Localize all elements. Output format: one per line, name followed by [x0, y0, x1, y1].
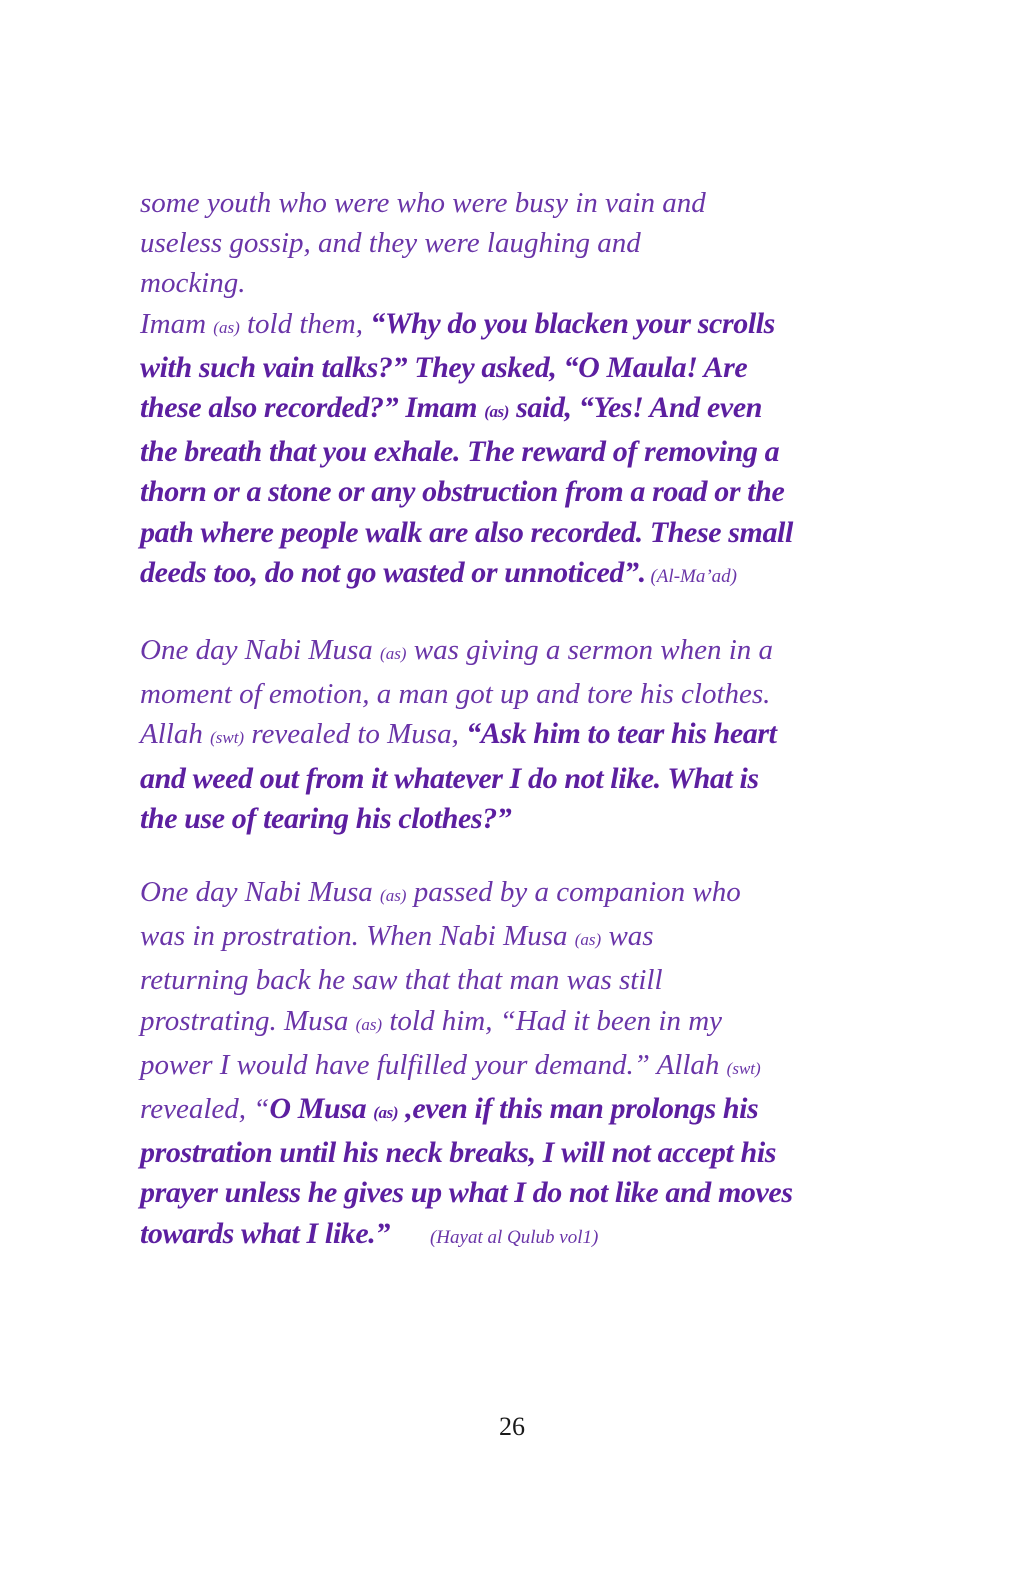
paragraph-2 [140, 630, 860, 839]
honorific: (as) [355, 1014, 383, 1034]
text-line: moment of emotion, a man got up and tore his clothes. [140, 678, 771, 711]
text-line [140, 553, 860, 597]
text-line [140, 1214, 860, 1258]
text-line [140, 1089, 860, 1133]
page-number: 26 [499, 1412, 525, 1441]
quote-text: O Musa [269, 1092, 374, 1126]
quote-line: and weed out from it whatever I do not like. What is [140, 761, 759, 795]
quote-line: thorn or a stone or any obstruction from a road or the [140, 475, 785, 509]
honorific: (as) [213, 317, 240, 337]
citation: (Hayat al Qulub vol1) [429, 1226, 599, 1248]
honorific: (as) [373, 1103, 399, 1123]
text-span: One day Nabi Musa [140, 876, 381, 909]
quote-line: the breath that you exhale. The reward of removing a [140, 435, 780, 469]
text-line [140, 916, 860, 960]
paragraph-1 [140, 183, 860, 597]
text-line [140, 872, 860, 916]
honorific: (as) [574, 930, 602, 950]
page-body [140, 183, 860, 1258]
text-line [140, 1045, 860, 1089]
text-line: some youth who were who were busy in vain and [140, 187, 706, 219]
text-span: told them, [239, 307, 371, 340]
text-span: was giving a sermon when in a [406, 634, 774, 667]
text-span: prostrating. Musa [140, 1004, 356, 1037]
paragraph-spacer [140, 839, 860, 872]
text-line [140, 714, 860, 758]
text-span: said, “Yes! And even [509, 391, 763, 425]
quote-text: towards what I like.” [140, 1216, 390, 1250]
citation: (Al-Ma’ad) [645, 565, 738, 587]
text-span: power I would have fulfilled your demand.” Allah [140, 1048, 727, 1081]
text-span: was in prostration. When Nabi Musa [140, 920, 575, 953]
honorific: (as) [380, 886, 407, 906]
text-span: told him, “Had it been in my [382, 1004, 723, 1037]
honorific: (as) [380, 644, 407, 664]
quote-line: the use of tearing his clothes?” [140, 801, 512, 835]
text-line: returning back he saw that that man was still [140, 964, 663, 997]
text-line [140, 1001, 860, 1045]
text-span: these also recorded?” Imam [140, 391, 485, 425]
text-span: revealed, “ [140, 1093, 270, 1126]
quote-text: “Why do you blacken your scrolls [370, 306, 775, 340]
quote-text: deeds too, do not go wasted or unnoticed”. [140, 555, 646, 589]
text-span: revealed to Musa, [244, 718, 467, 751]
quote-line [140, 388, 860, 432]
text-line [140, 304, 860, 348]
quote-line: with such vain talks?” They asked, “O Maula! Are [140, 350, 748, 384]
honorific: (swt) [726, 1058, 761, 1078]
text-line: useless gossip, and they were laughing and [140, 227, 641, 260]
honorific: (swt) [210, 728, 245, 748]
text-span: One day Nabi Musa [140, 634, 381, 667]
text-span: Allah [140, 718, 211, 751]
text-span: Imam [140, 307, 214, 340]
text-span: passed by a companion who [406, 876, 741, 909]
paragraph-3 [140, 872, 860, 1258]
text-line [140, 630, 860, 674]
honorific: (as) [484, 402, 510, 422]
quote-text: “Ask him to tear his heart [466, 717, 777, 751]
quote-line: prostration until his neck breaks, I will not accept his [140, 1136, 777, 1170]
quote-line: prayer unless he gives up what I do not like and moves [140, 1176, 793, 1210]
text-span: was [601, 920, 654, 953]
text-line: mocking. [140, 267, 246, 300]
paragraph-spacer [140, 597, 860, 630]
quote-text: ,even if this man prolongs his [398, 1092, 759, 1126]
quote-line: path where people walk are also recorded. These small [140, 515, 793, 549]
